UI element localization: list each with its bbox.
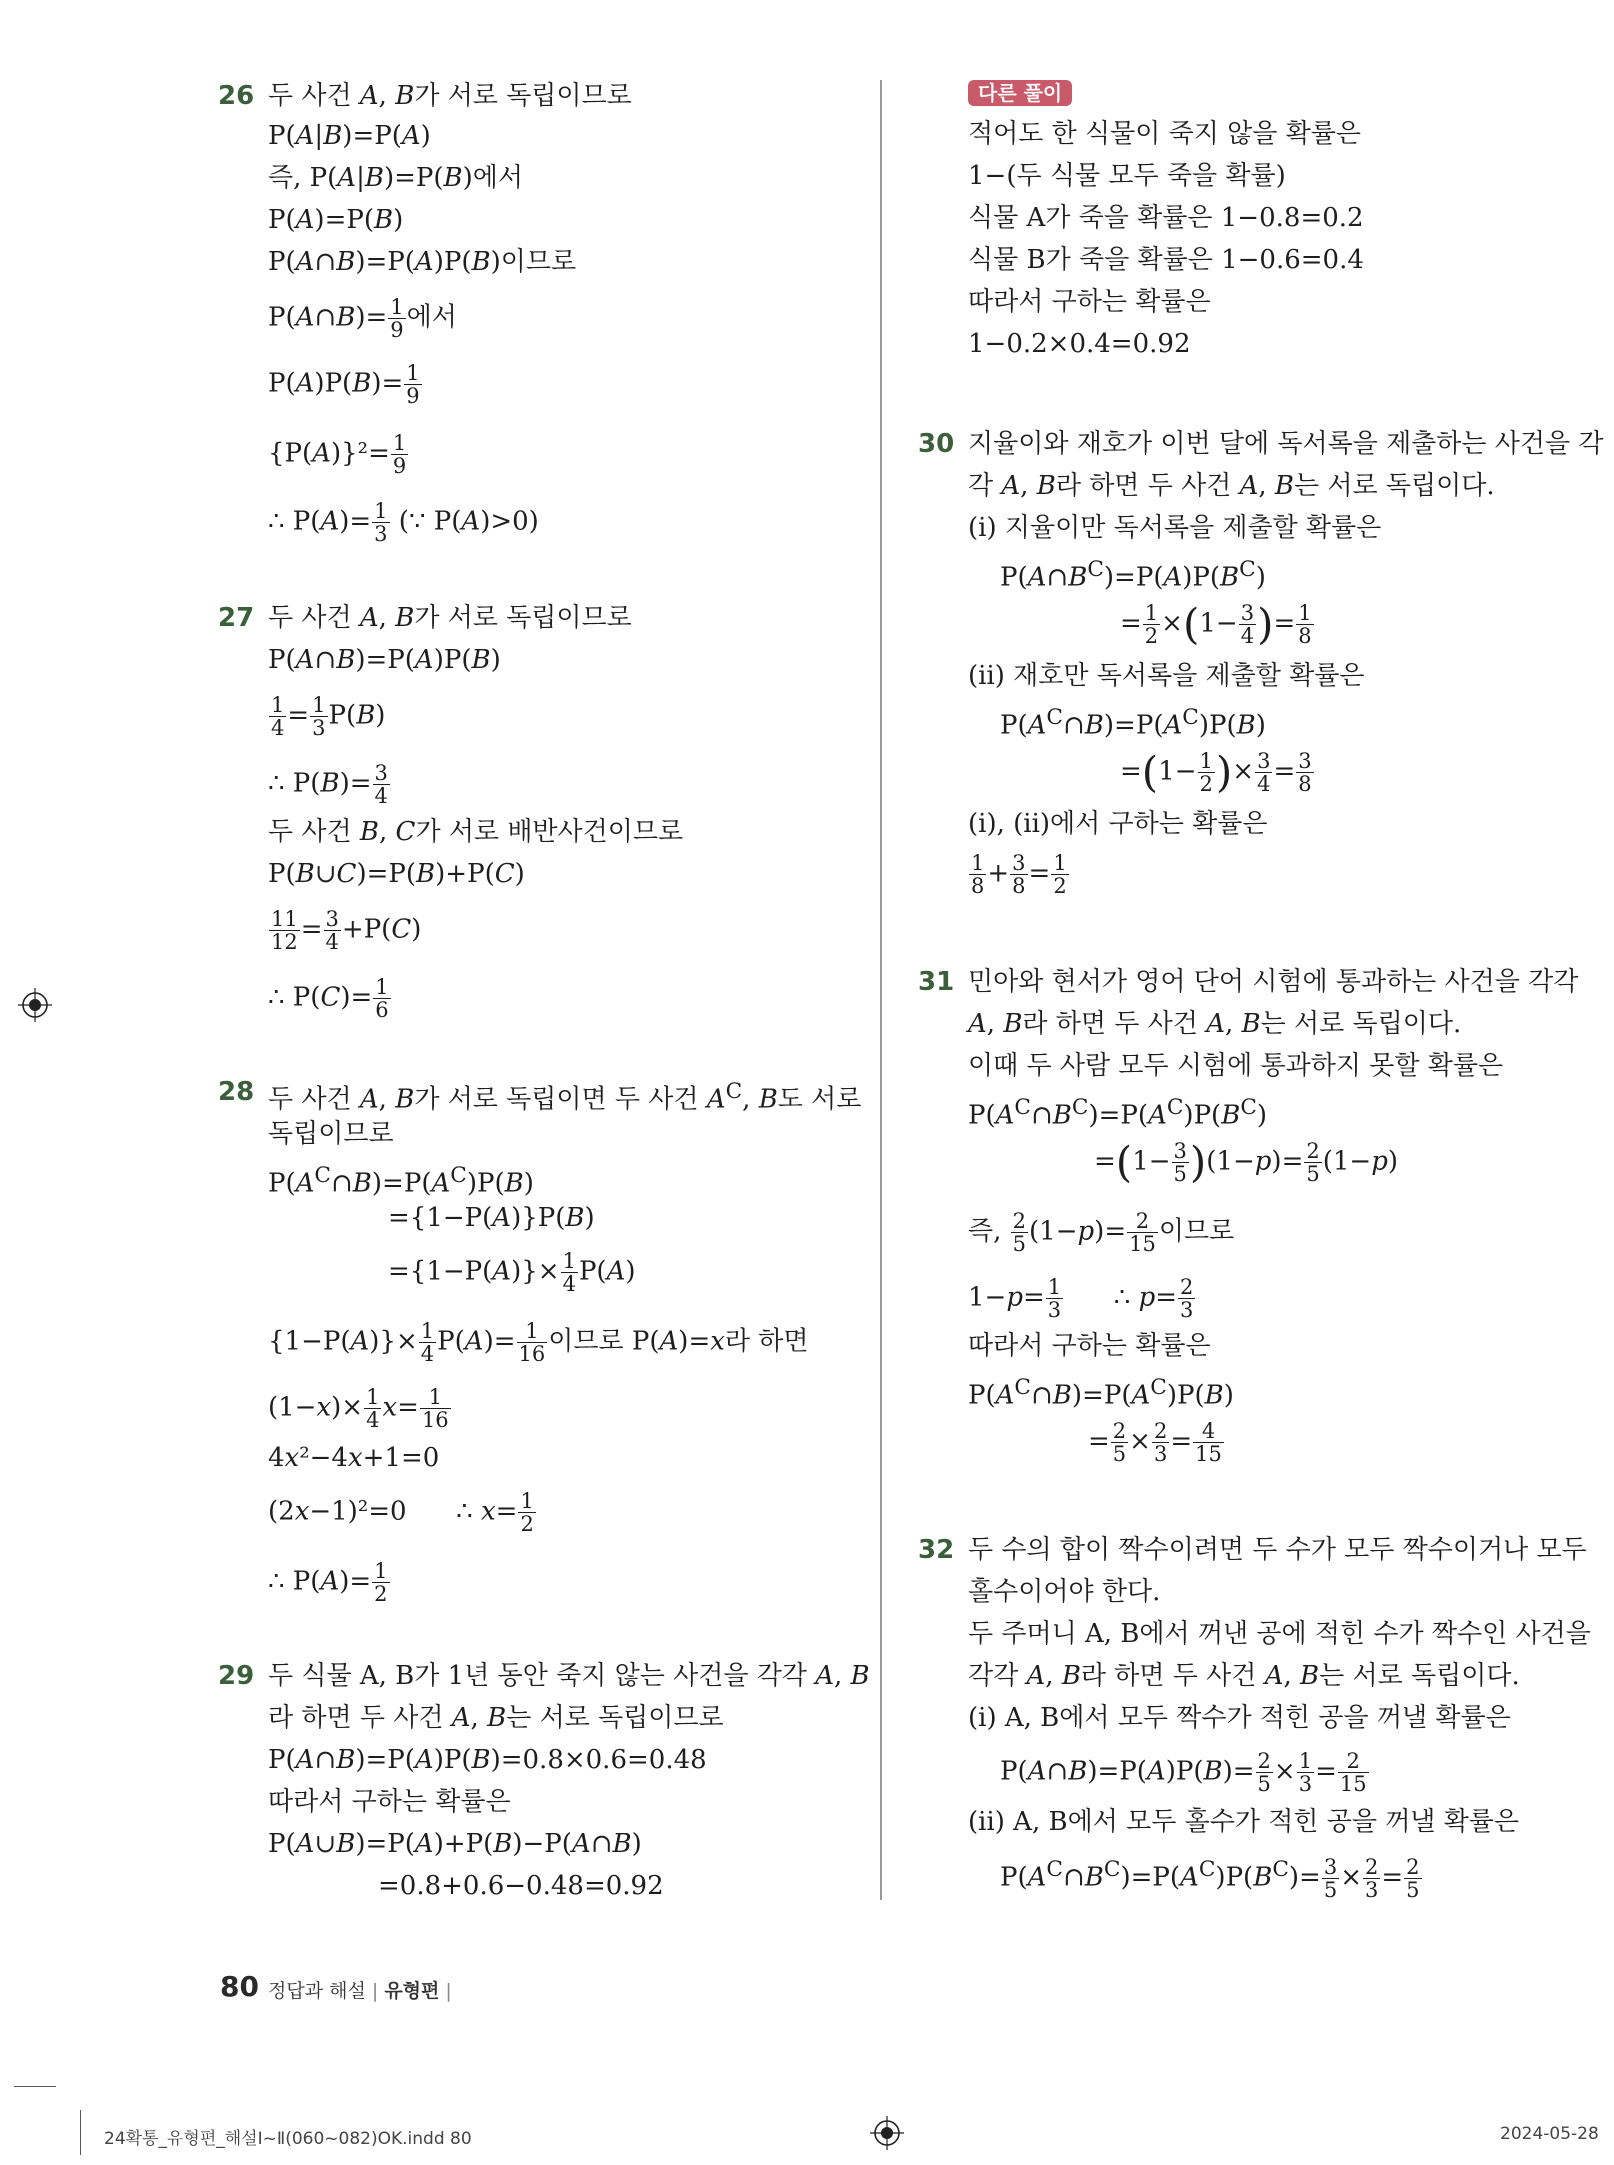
solution-line: 민아와 현서가 영어 단어 시험에 통과하는 사건을 각각 [968, 967, 1579, 997]
solution-line: (ⅰ), (ⅱ)에서 구하는 확률은 [968, 809, 1268, 839]
problem-number: 29 [218, 1661, 255, 1691]
solution-line: 즉, $\frac{2}{5}$ (1−p)= $\frac{2}{15}$ 이므로 [968, 1209, 1235, 1256]
crop-mark [80, 2110, 81, 2155]
solution-line: 홀수이어야 한다. [968, 1577, 1161, 1607]
problem-number: 30 [918, 429, 955, 459]
solution-line: P(A|B)=P(A) [268, 121, 431, 151]
solution-line: $P(A^C\cap B^C)=P(A^C)P(B^C)=$ $\frac{3}{5}$ × $\frac{2}{3}$ = $\frac{2}{5}$ [1000, 1855, 1420, 1903]
solution-line: (ⅰ) A, B에서 모두 짝수가 적힌 공을 꺼낼 확률은 [968, 1703, 1511, 1733]
solution-line: 즉, P(A|B)=P(B)에서 [268, 163, 524, 193]
solution-line: ∴ P(B)= $\frac{3}{4}$ [268, 761, 388, 808]
solution-line: ={1−P(A)}× $\frac{1}{4}$ P(A) [388, 1249, 636, 1296]
solution-line: = $\frac{1}{2}$ ×(1− $\frac{3}{4}$ )= $\frac{1}{8}$ [1120, 599, 1312, 649]
solution-line: 라 하면 두 사건 A, B는 서로 독립이므로 [268, 1703, 724, 1733]
registration-mark-icon [870, 2116, 904, 2150]
solution-line: = $\frac{2}{5}$ × $\frac{2}{3}$ = $\frac{4}{15}$ [1088, 1419, 1222, 1466]
solution-line: 지율이와 재호가 이번 달에 독서록을 제출하는 사건을 각 [968, 429, 1604, 459]
registration-mark-icon [18, 988, 52, 1022]
solution-line: P(A∩B)= $\frac{1}{9}$ 에서 [268, 295, 457, 342]
problem-number: 31 [918, 967, 955, 997]
solution-line: P(A∩B)=P(A)P(B) [268, 645, 501, 675]
solution-line: 두 사건 A, B가 서로 독립이므로 [268, 603, 632, 633]
solution-line: $\frac{11}{12}$ = $\frac{3}{4}$ +P(C) [271, 907, 422, 954]
solution-line: 4x²−4x+1=0 [268, 1443, 440, 1473]
solution-line: ∴ P(C)= $\frac{1}{6}$ [268, 975, 389, 1022]
solution-line: 두 주머니 A, B에서 꺼낸 공에 적힌 수가 짝수인 사건을 [968, 1619, 1591, 1649]
footer-book: 정답과 해설 [268, 1980, 366, 2002]
slug-file: 24확통_유형편_해설Ⅰ~Ⅱ(060~082)OK.indd 80 [104, 2129, 472, 2149]
solution-line: $P(A\cap B^C)=P(A)P(B^C)$ [1000, 557, 1266, 593]
solution-line: $\frac{1}{8}$ + $\frac{3}{8}$ = $\frac{1}{2}$ [971, 851, 1067, 898]
footer-section: 유형편 [384, 1980, 440, 2002]
solution-line: {1−P(A)}× $\frac{1}{4}$ P(A)= $\frac{1}{16}$ 이므로 P(A)=x라 하면 [268, 1319, 809, 1366]
problem-number: 32 [918, 1535, 955, 1565]
solution-line: (ⅱ) 재호만 독서록을 제출할 확률은 [968, 661, 1365, 691]
solution-line: A, B라 하면 두 사건 A, B는 서로 독립이다. [968, 1009, 1462, 1039]
solution-line: $P(A^C\cap B)=P(A^C)P(B)$ [268, 1163, 534, 1199]
solution-line: (ⅱ) A, B에서 모두 홀수가 적힌 공을 꺼낼 확률은 [968, 1807, 1520, 1837]
solution-line: =0.8+0.6−0.48=0.92 [378, 1871, 664, 1901]
solution-line: 1−(두 식물 모두 죽을 확률) [968, 161, 1286, 191]
crop-mark [14, 2086, 56, 2087]
problem-number: 28 [218, 1077, 255, 1107]
solution-line: 두 사건 A, B가 서로 독립이므로 [268, 81, 632, 111]
solution-line: P(B∪C)=P(B)+P(C) [268, 859, 525, 889]
column-divider [880, 80, 882, 1900]
solution-line: =(1− $\frac{3}{5}$ )(1−p)= $\frac{2}{5}$ (1−p) [1094, 1137, 1399, 1187]
problem-number: 27 [218, 603, 255, 633]
solution-line: 두 사건 B, C가 서로 배반사건이므로 [268, 817, 684, 847]
solution-line: 따라서 구하는 확률은 [268, 1787, 511, 1817]
solution-line: (1−x)× $\frac{1}{4}$ x= $\frac{1}{16}$ [268, 1385, 449, 1432]
solution-line: =(1− $\frac{1}{2}$ )× $\frac{3}{4}$ = $\frac{3}{8}$ [1120, 747, 1312, 797]
solution-line: {P(A)}²= $\frac{1}{9}$ [268, 431, 407, 478]
solution-line: 식물 A가 죽을 확률은 1−0.8=0.2 [968, 203, 1364, 233]
solution-line: 이때 두 사람 모두 시험에 통과하지 못할 확률은 [968, 1051, 1504, 1081]
solution-line: ∴ P(A)= $\frac{1}{2}$ [268, 1559, 388, 1606]
solution-line: P(A∩B)=P(A)P(B)이므로 [268, 247, 577, 277]
solution-line: 1−0.2×0.4=0.92 [968, 329, 1191, 359]
solution-line: 각 A, B라 하면 두 사건 A, B는 서로 독립이다. [968, 471, 1495, 501]
solution-line: P(A∪B)=P(A)+P(B)−P(A∩B) [268, 1829, 642, 1859]
footer-label: 정답과 해설 | 유형편 | [268, 1980, 452, 2002]
solution-line: 따라서 구하는 확률은 [968, 1331, 1211, 1361]
solution-line: 각각 A, B라 하면 두 사건 A, B는 서로 독립이다. [968, 1661, 1520, 1691]
page-number: 80 [220, 1970, 259, 2003]
solution-line: 두 사건 A, B가 서로 독립이면 두 사건 $A^C$, B도 서로 [268, 1079, 862, 1115]
solution-line: $P(A^C\cap B)=P(A^C)P(B)$ [1000, 705, 1266, 741]
solution-line: 식물 B가 죽을 확률은 1−0.6=0.4 [968, 245, 1364, 275]
solution-line: 따라서 구하는 확률은 [968, 287, 1211, 317]
solution-line: P(A∩B)=P(A)P(B)=0.8×0.6=0.48 [268, 1745, 707, 1775]
solution-line: $P(A^C\cap B^C)=P(A^C)P(B^C)$ [968, 1095, 1268, 1131]
solution-line: P(A∩B)=P(A)P(B)= $\frac{2}{5}$ × $\frac{1}{3}$ = $\frac{2}{15}$ [1000, 1749, 1367, 1796]
solution-line: $P(A^C\cap B)=P(A^C)P(B)$ [968, 1375, 1234, 1411]
solution-line: (ⅰ) 지율이만 독서록을 제출할 확률은 [968, 513, 1382, 543]
solution-line: ∴ P(A)= $\frac{1}{3}$ (∵ P(A)>0) [268, 499, 539, 546]
solution-line: P(A)P(B)= $\frac{1}{9}$ [268, 361, 420, 408]
slug-date: 2024-05-28 [1500, 2124, 1599, 2144]
solution-line: 두 식물 A, B가 1년 동안 죽지 않는 사건을 각각 A, B [268, 1661, 870, 1691]
solution-line: 두 수의 합이 짝수이려면 두 수가 모두 짝수이거나 모두 [968, 1535, 1587, 1565]
alt-solution-badge: 다른 풀이 [968, 80, 1072, 106]
solution-line: ={1−P(A)}P(B) [388, 1203, 595, 1233]
solution-line: P(A)=P(B) [268, 205, 404, 235]
solution-line: (2x−1)²=0 ∴ x= $\frac{1}{2}$ [268, 1489, 534, 1536]
solution-line: 적어도 한 식물이 죽지 않을 확률은 [968, 119, 1361, 149]
solution-line: $\frac{1}{4}$ = $\frac{1}{3}$ P(B) [271, 693, 386, 740]
solution-line: 독립이므로 [268, 1119, 394, 1149]
problem-number: 26 [218, 81, 255, 111]
solution-line: 1−p= $\frac{1}{3}$ ∴ p= $\frac{2}{3}$ [968, 1275, 1194, 1322]
